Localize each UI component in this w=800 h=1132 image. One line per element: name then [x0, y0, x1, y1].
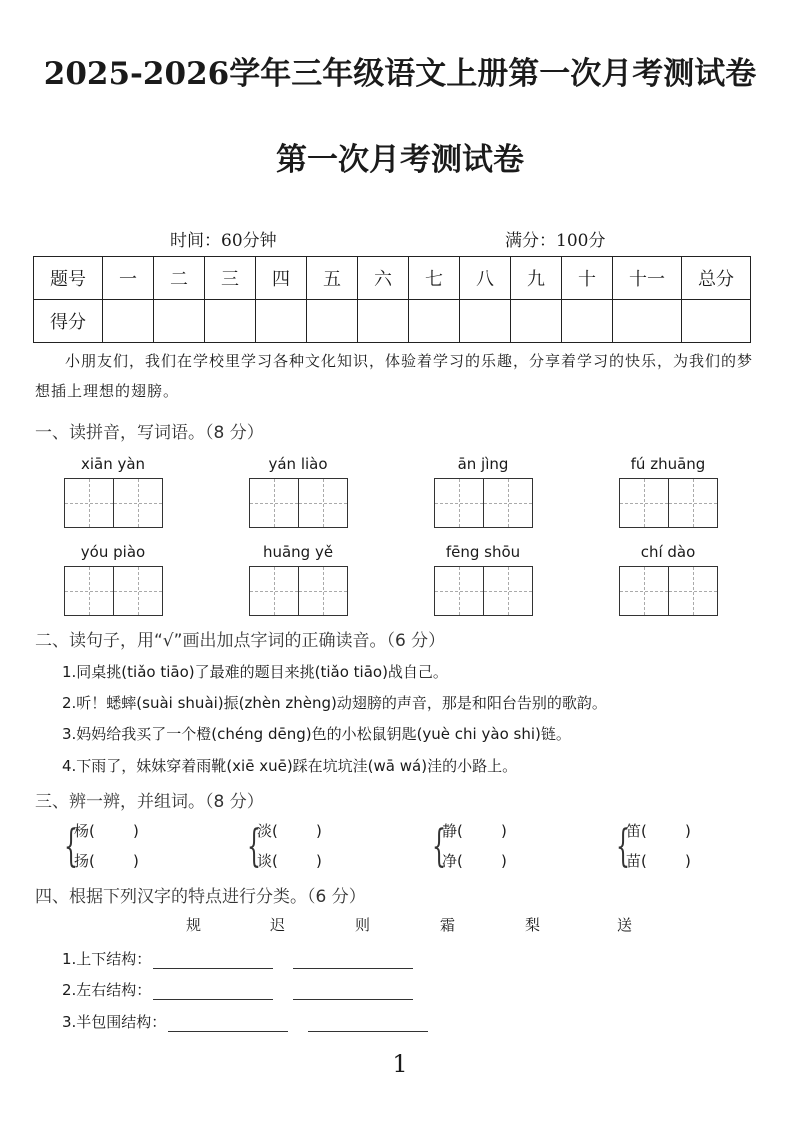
pair-item: 扬( ) [74, 852, 139, 870]
score-table [33, 256, 751, 343]
score-cell[interactable] [103, 300, 154, 343]
header-cell: 五 [307, 257, 358, 300]
section-1-title: 一、读拼音，写词语。（8 分） [35, 423, 264, 443]
score-cell[interactable] [256, 300, 307, 343]
score-cell[interactable] [358, 300, 409, 343]
header-cell: 八 [460, 257, 511, 300]
exam-time: 时间：60分钟 [170, 231, 277, 251]
classify-char: 规 [186, 916, 202, 934]
answer-blank[interactable] [308, 1017, 428, 1032]
writing-grid[interactable] [64, 478, 163, 528]
writing-grid[interactable] [619, 566, 718, 616]
header-cell: 七 [409, 257, 460, 300]
answer-blank[interactable] [293, 985, 413, 1000]
header-cell: 总分 [682, 257, 751, 300]
classify-char: 霜 [440, 916, 456, 934]
writing-grid[interactable] [249, 478, 348, 528]
header-cell: 二 [154, 257, 205, 300]
score-cell[interactable] [460, 300, 511, 343]
pinyin-label: chí dào [640, 543, 696, 561]
header-cell: 十 [562, 257, 613, 300]
paper-title: 2025-2026学年三年级语文上册第一次月考测试卷 [43, 56, 757, 92]
pair-item: 淡( ) [257, 822, 322, 840]
header-cell: 六 [358, 257, 409, 300]
classify-item [62, 1011, 428, 1032]
classify-label: 2.左右结构： [62, 981, 152, 999]
writing-grid[interactable] [434, 566, 533, 616]
score-row-label: 得分 [34, 300, 103, 343]
page-number: 1 [392, 1050, 408, 1078]
score-cell[interactable] [409, 300, 460, 343]
section-4-title: 四、根据下列汉字的特点进行分类。（6 分） [35, 887, 366, 907]
classify-item [62, 948, 413, 969]
answer-blank[interactable] [293, 954, 413, 969]
section-3-title: 三、辨一辨，并组词。（8 分） [35, 792, 264, 812]
header-cell: 三 [205, 257, 256, 300]
char-pair [616, 818, 766, 878]
header-cell: 一 [103, 257, 154, 300]
brace-glyph: { [616, 821, 630, 872]
score-cell[interactable] [613, 300, 682, 343]
section-2-title: 二、读句子，用“√”画出加点字词的正确读音。（6 分） [35, 631, 446, 651]
classify-item [62, 979, 413, 1000]
header-cell: 四 [256, 257, 307, 300]
classify-char: 送 [617, 916, 633, 934]
pair-item: 静( ) [442, 822, 507, 840]
writing-grid[interactable] [64, 566, 163, 616]
header-cell: 九 [511, 257, 562, 300]
pair-item: 笛( ) [626, 822, 691, 840]
pinyin-label: fēng shōu [445, 543, 521, 561]
pair-item: 谈( ) [257, 852, 322, 870]
score-cell[interactable] [682, 300, 751, 343]
writing-grid[interactable] [249, 566, 348, 616]
pinyin-label: fú zhuāng [630, 455, 706, 473]
intro-paragraph: 小朋友们，我们在学校里学习各种文化知识，体验着学习的乐趣，分享着学习的快乐，为我们的梦想插上理想的翅膀。 [35, 352, 754, 400]
classify-char: 梨 [525, 916, 541, 934]
score-cell[interactable] [154, 300, 205, 343]
classify-label: 1.上下结构： [62, 950, 152, 968]
score-cell[interactable] [205, 300, 256, 343]
question-item: 3.妈妈给我买了一个橙(chéng dēng)色的小松鼠钥匙(yuè chi yào shi)链。 [62, 725, 571, 743]
char-pair [64, 818, 214, 878]
writing-grid[interactable] [619, 478, 718, 528]
score-cell[interactable] [562, 300, 613, 343]
score-cell[interactable] [307, 300, 358, 343]
char-pair [247, 818, 397, 878]
pinyin-label: xiān yàn [80, 455, 146, 473]
pinyin-label: ān jìng [457, 455, 509, 473]
exam-subtitle: 第一次月考测试卷 [276, 142, 524, 178]
answer-blank[interactable] [153, 954, 273, 969]
pinyin-label: yóu piào [80, 543, 146, 561]
char-pair [432, 818, 582, 878]
score-table-header-row [34, 257, 751, 300]
pair-item: 净( ) [442, 852, 507, 870]
pair-item: 杨( ) [74, 822, 139, 840]
writing-grid[interactable] [434, 478, 533, 528]
classify-char: 迟 [270, 916, 286, 934]
pair-item: 苗( ) [626, 852, 691, 870]
question-item: 2.听！蟋蟀(suài shuài)振(zhèn zhèng)动翅膀的声音，那是和阳台告别的歌韵。 [62, 694, 607, 712]
brace-glyph: { [432, 821, 446, 872]
header-cell: 十一 [613, 257, 682, 300]
brace-glyph: { [247, 821, 261, 872]
score-table-score-row [34, 300, 751, 343]
classify-char: 则 [355, 916, 371, 934]
classify-label: 3.半包围结构： [62, 1013, 167, 1031]
answer-blank[interactable] [153, 985, 273, 1000]
brace-glyph: { [64, 821, 78, 872]
pinyin-label: huāng yě [262, 543, 334, 561]
header-cell: 题号 [34, 257, 103, 300]
answer-blank[interactable] [168, 1017, 288, 1032]
exam-full-score: 满分：100分 [505, 231, 606, 251]
question-item: 4.下雨了，妹妹穿着雨靴(xiē xuē)踩在坑坑洼(wā wá)洼的小路上。 [62, 757, 518, 775]
question-item: 1.同桌挑(tiǎo tiāo)了最难的题目来挑(tiǎo tiāo)战自己。 [62, 663, 448, 681]
score-cell[interactable] [511, 300, 562, 343]
pinyin-label: yán liào [268, 455, 328, 473]
